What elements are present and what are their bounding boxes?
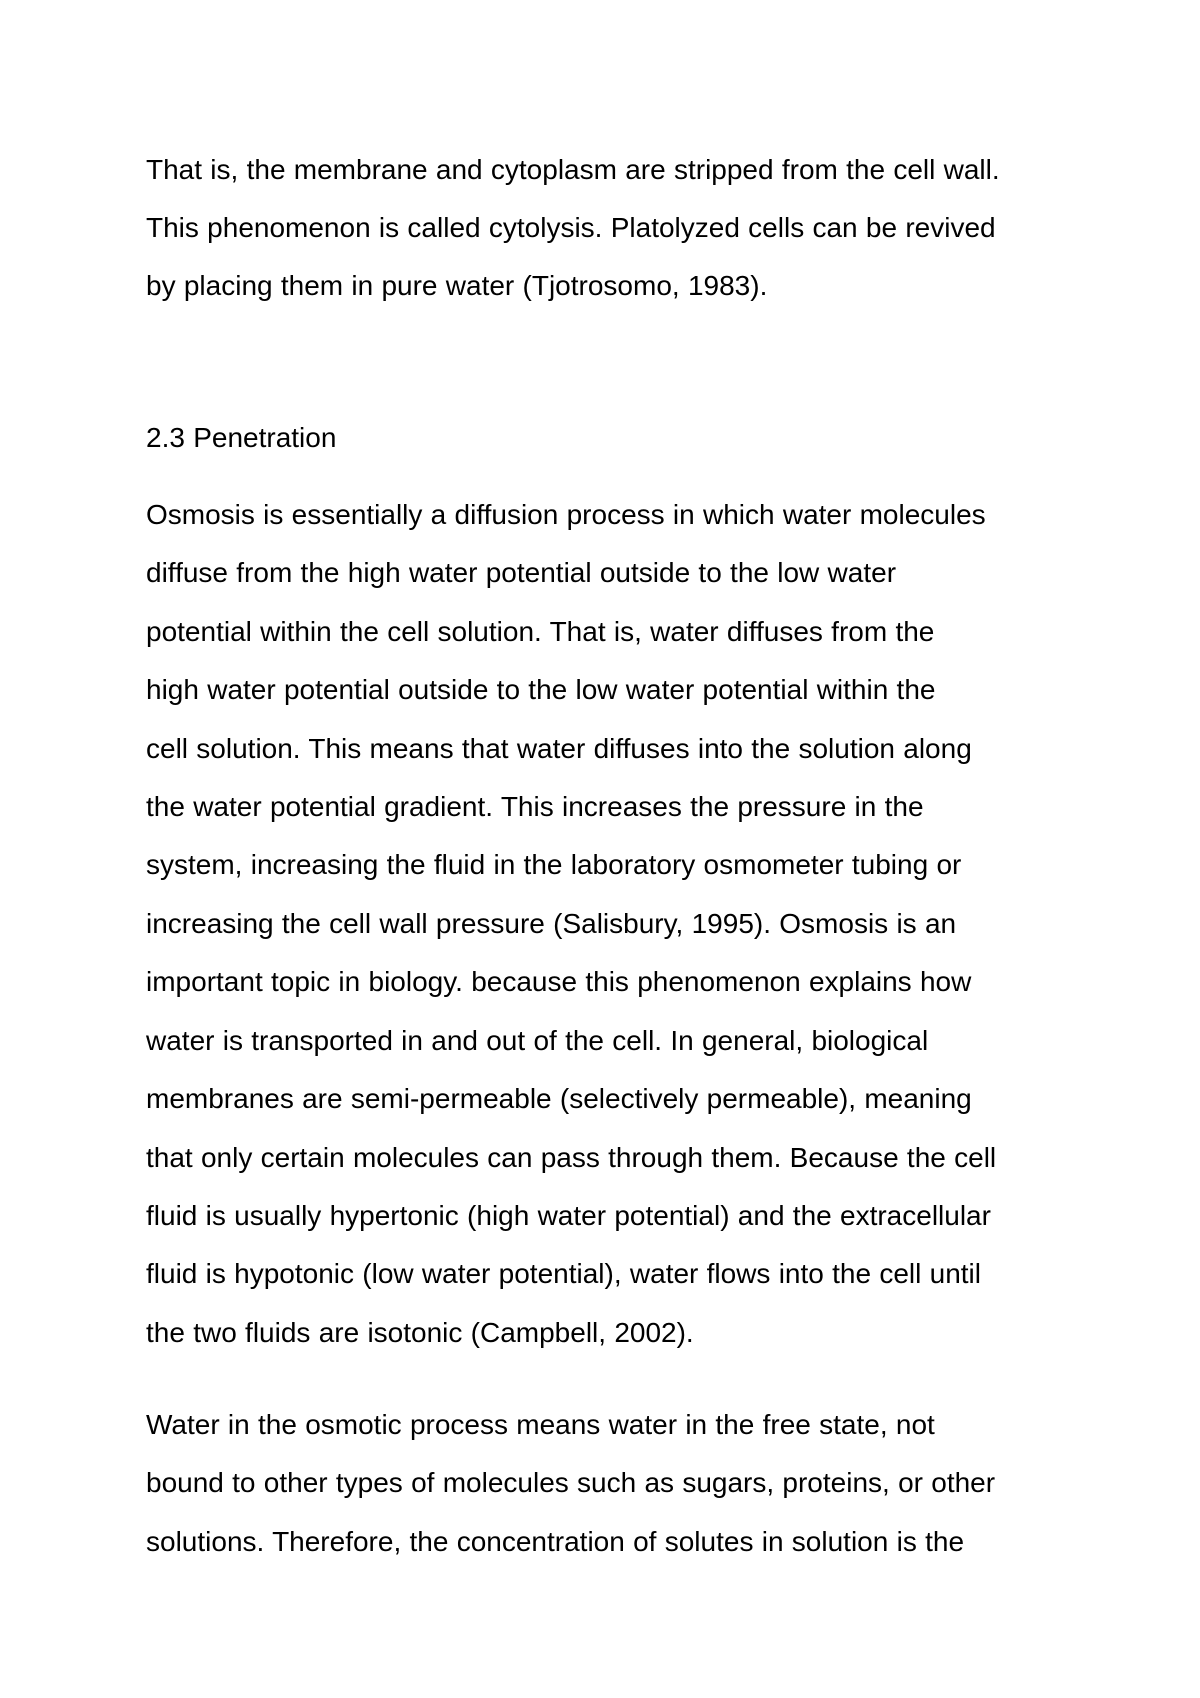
text-line: high water potential outside to the low water potential within the [146,674,936,705]
text-line: membranes are semi-permeable (selectively permeable), meaning [146,1083,972,1114]
text-line: increasing the cell wall pressure (Salisbury, 1995). Osmosis is an [146,908,957,939]
text-line: by placing them in pure water (Tjotrosomo, 1983). [146,270,768,301]
text-line: Water in the osmotic process means water in the free state, not [146,1409,935,1440]
text-line: cell solution. This means that water diffuses into the solution along [146,733,972,764]
text-line: This phenomenon is called cytolysis. Platolyzed cells can be revived [146,212,996,243]
text-line: the water potential gradient. This increases the pressure in the [146,791,924,822]
text-line: bound to other types of molecules such as sugars, proteins, or other [146,1467,996,1498]
text-line: That is, the membrane and cytoplasm are stripped from the cell wall. [146,154,1000,185]
text-line: potential within the cell solution. That is, water diffuses from the [146,616,935,647]
text-line: solutions. Therefore, the concentration of solutes in solution is the [146,1526,965,1557]
text-line: diffuse from the high water potential outside to the low water [146,557,897,588]
text-line: fluid is hypotonic (low water potential), water flows into the cell until [146,1258,981,1289]
text-line: water is transported in and out of the cell. In general, biological [146,1025,929,1056]
text-line: fluid is usually hypertonic (high water potential) and the extracellular [146,1200,991,1231]
text-line: the two fluids are isotonic (Campbell, 2002). [146,1317,694,1348]
text-line: system, increasing the fluid in the laboratory osmometer tubing or [146,849,962,880]
text-line: Osmosis is essentially a diffusion process in which water molecules [146,499,986,530]
section-heading: 2.3 Penetration [146,422,337,453]
text-line: important topic in biology. because this phenomenon explains how [146,966,972,997]
text-line: that only certain molecules can pass through them. Because the cell [146,1142,997,1173]
